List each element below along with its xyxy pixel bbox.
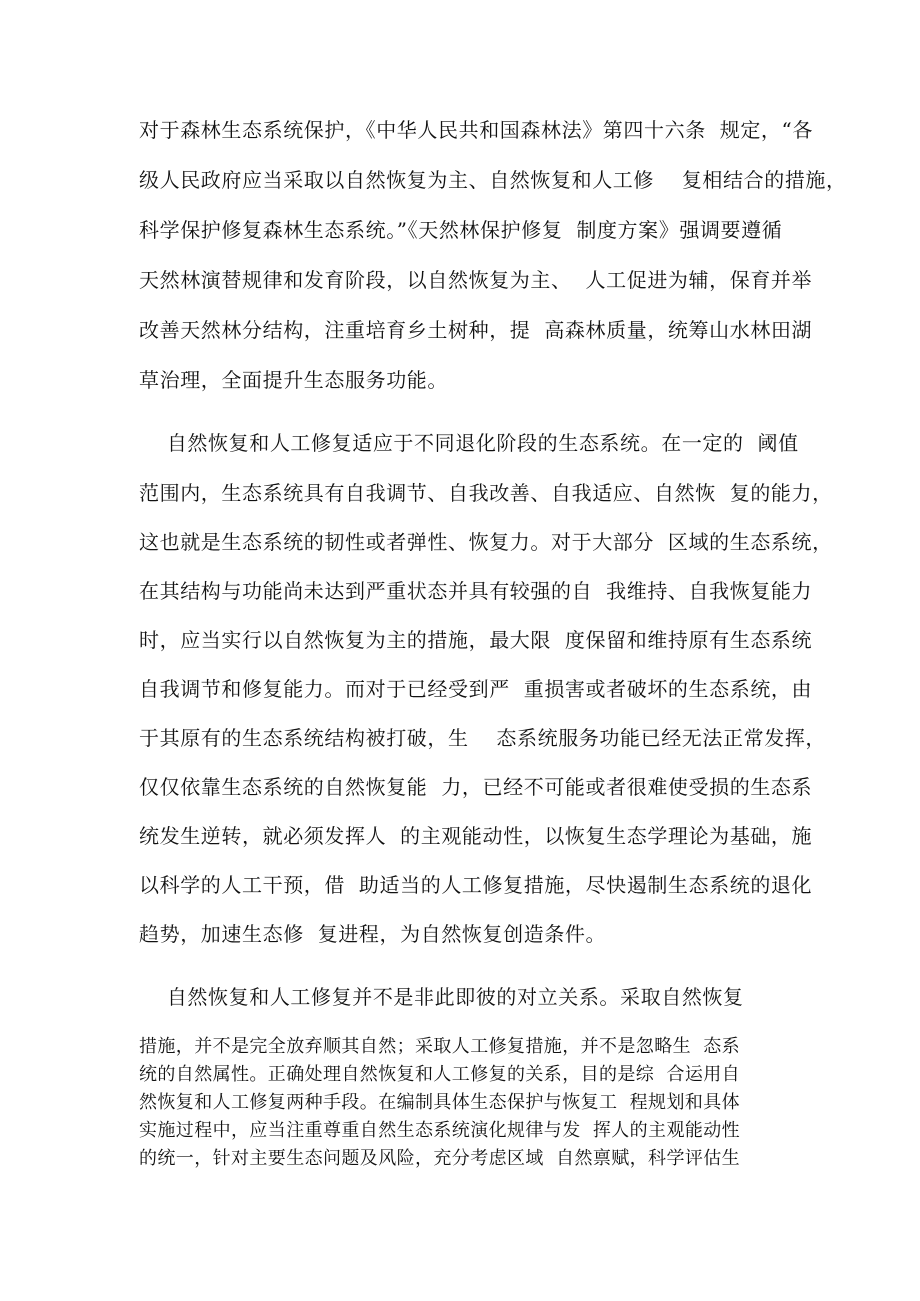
paragraph-2-line-6: 自我调节和修复能力。而对于已经受到严 重损害或者破坏的生态系统，由 <box>139 677 813 701</box>
paragraph-2-line-10: 以科学的人工干预，借 助适当的人工修复措施，尽快遏制生态系统的退化 <box>139 873 813 897</box>
paragraph-3-line-5: 实施过程中，应当注重尊重自然生态系统演化规律与发 挥人的主观能动性 <box>139 1120 741 1141</box>
paragraph-2-line-11: 趋势，加速生态修 复进程，为自然恢复创造条件。 <box>139 922 607 946</box>
paragraph-2-line-7: 于其原有的生态系统结构被打破，生 态系统服务功能已经无法正常发挥， <box>139 726 827 750</box>
paragraph-1-line-3: 科学保护修复森林生态系统。”《天然林保护修复 制度方案》强调要遵循 <box>139 218 783 242</box>
paragraph-3-line-1: 自然恢复和人工修复并不是非此即彼的对立关系。采取自然恢复 <box>139 985 744 1009</box>
paragraph-1-line-2: 级人民政府应当采取以自然恢复为主、自然恢复和人工修 复相结合的措施， <box>139 168 847 192</box>
paragraph-3-line-6: 的统一，针对主要生态问题及风险，充分考虑区域 自然禀赋，科学评估生 <box>139 1148 741 1169</box>
paragraph-1-line-5: 改善天然林分结构，注重培育乡土树种，提 高森林质量，统筹山水林田湖 <box>139 318 813 342</box>
paragraph-2-line-2: 范围内，生态系统具有自我调节、自我改善、自我适应、自然恢 复的能力， <box>139 481 833 505</box>
paragraph-1-line-1: 对于森林生态系统保护，《中华人民共和国森林法》第四十六条 规定，“各 <box>139 118 813 142</box>
paragraph-2-line-9: 统发生逆转，就必须发挥人 的主观能动性，以恢复生态学理论为基础，施 <box>139 824 813 848</box>
paragraph-1-line-4: 天然林演替规律和发育阶段，以自然恢复为主、 人工促进为辅，保育并举 <box>139 268 813 292</box>
paragraph-2-line-4: 在其结构与功能尚未达到严重状态并具有较强的自 我维持、自我恢复能力 <box>139 579 813 603</box>
paragraph-2-line-5: 时，应当实行以自然恢复为主的措施，最大限 度保留和维持原有生态系统 <box>139 628 813 652</box>
paragraph-2-line-8: 仅仅依靠生态系统的自然恢复能 力，已经不可能或者很难使受损的生态系 <box>139 775 813 799</box>
paragraph-1-line-6: 草治理，全面提升生态服务功能。 <box>139 368 448 392</box>
paragraph-2-line-1: 自然恢复和人工修复适应于不同退化阶段的生态系统。在一定的 阈值 <box>139 431 799 455</box>
paragraph-3-line-3: 统的自然属性。正确处理自然恢复和人工修复的关系，目的是综 合运用自 <box>139 1064 741 1085</box>
paragraph-3-line-2: 措施，并不是完全放弃顺其自然；采取人工修复措施，并不是忽略生 态系 <box>139 1036 741 1057</box>
paragraph-3-line-4: 然恢复和人工修复两种手段。在编制具体生态保护与恢复工 程规划和具体 <box>139 1092 741 1113</box>
paragraph-2-line-3: 这也就是生态系统的韧性或者弹性、恢复力。对于大部分 区域的生态系统， <box>139 530 833 554</box>
